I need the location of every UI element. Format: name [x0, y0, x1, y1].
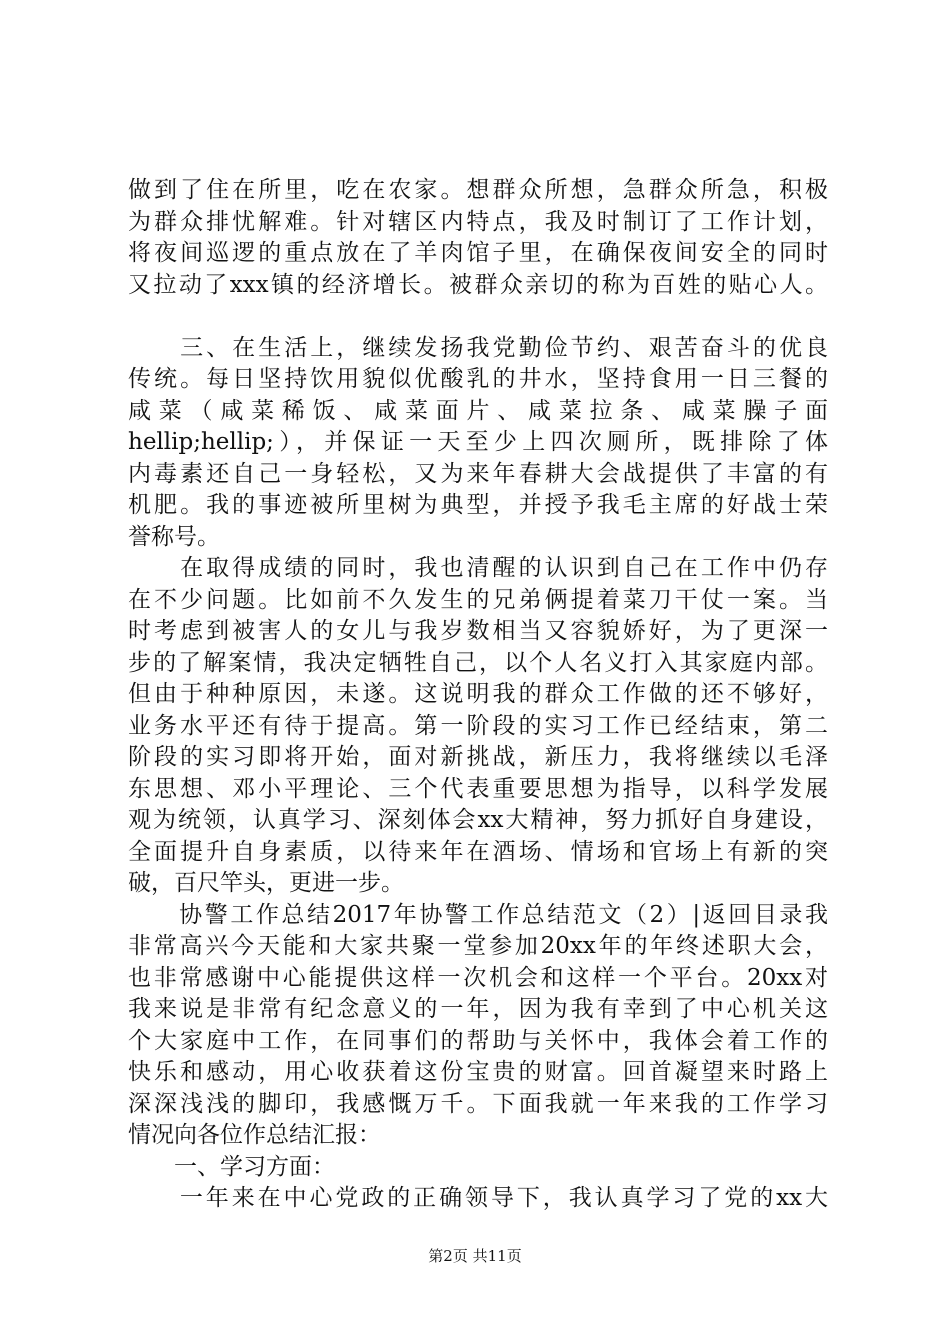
- page-number-label: 第2页 共11页: [428, 1247, 522, 1265]
- paragraph-5: [128, 1152, 828, 1184]
- text-line: 在不少问题。比如前不久发生的兄弟俩提着菜刀干仗一案。当: [128, 586, 828, 613]
- text-line: 传统。每日坚持饮用貌似优酸乳的井水，坚持食用一日三餐的: [128, 366, 828, 392]
- text-line: 非常高兴今天能和大家共聚一堂参加20xx年的年终述职大会，: [128, 933, 828, 959]
- document-body: [128, 175, 828, 1215]
- text-line: 协警工作总结2017年协警工作总结范文（2）|返回目录我: [128, 901, 828, 928]
- section-heading: 一、学习方面：: [128, 1153, 335, 1180]
- text-line: 但由于种种原因，未遂。这说明我的群众工作做的还不够好，: [128, 681, 828, 707]
- text-line: 誉称号。: [128, 523, 220, 550]
- text-line: 深深浅浅的脚印，我感慨万千。下面我就一年来我的工作学习: [128, 1090, 828, 1117]
- text-line: 东思想、邓小平理论、三个代表重要思想为指导，以科学发展: [128, 775, 828, 802]
- text-line: 在取得成绩的同时，我也清醒的认识到自己在工作中仍存: [128, 555, 828, 581]
- paragraph-3: [128, 553, 828, 900]
- text-line: 将夜间巡逻的重点放在了羊肉馆子里，在确保夜间安全的同时: [128, 240, 828, 266]
- text-line: 也非常感谢中心能提供这样一次机会和这样一个平台。20xx对: [128, 964, 828, 991]
- text-line: 步的了解案情，我决定牺牲自己，以个人名义打入其家庭内部。: [128, 649, 828, 676]
- text-line: 破，百尺竿头，更进一步。: [128, 870, 404, 896]
- text-line: 我来说是非常有纪念意义的一年，因为我有幸到了中心机关这: [128, 996, 828, 1022]
- paragraph-1: [128, 175, 828, 301]
- text-line: 情况向各位作总结汇报：: [128, 1122, 381, 1148]
- text-line: 咸菜（咸菜稀饭、咸菜面片、咸菜拉条、咸菜臊子面: [128, 397, 828, 424]
- text-line: hellip;hellip;），并保证一天至少上四次厕所，既排除了体: [128, 429, 828, 455]
- text-line: 业务水平还有待于提高。第一阶段的实习工作已经结束，第二: [128, 712, 828, 739]
- text-line: 快乐和感动，用心收获着这份宝贵的财富。回首凝望来时路上: [128, 1059, 828, 1085]
- paragraph-6: [128, 1183, 828, 1215]
- text-line: 做到了住在所里，吃在农家。想群众所想，急群众所急，积极: [128, 177, 828, 203]
- text-line: 一年来在中心党政的正确领导下，我认真学习了党的xx大: [128, 1185, 828, 1211]
- text-line: 又拉动了xxx镇的经济增长。被群众亲切的称为百姓的贴心人。: [128, 271, 828, 298]
- text-line: 为群众排忧解难。针对辖区内特点，我及时制订了工作计划，: [128, 208, 828, 235]
- text-line: 个大家庭中工作，在同事们的帮助与关怀中，我体会着工作的: [128, 1027, 828, 1054]
- page-footer: [0, 1246, 950, 1266]
- text-line: 阶段的实习即将开始，面对新挑战，新压力，我将继续以毛泽: [128, 744, 828, 770]
- paragraph-spacer: [128, 301, 828, 333]
- text-line: 观为统领，认真学习、深刻体会xx大精神，努力抓好自身建设，: [128, 807, 828, 833]
- text-line: 内毒素还自己一身轻松，又为来年春耕大会战提供了丰富的有: [128, 460, 828, 487]
- paragraph-2: [128, 333, 828, 554]
- text-line: 三、在生活上，继续发扬我党勤俭节约、艰苦奋斗的优良: [128, 334, 828, 361]
- paragraph-4: [128, 900, 828, 1152]
- text-line: 机肥。我的事迹被所里树为典型，并授予我毛主席的好战士荣: [128, 492, 828, 518]
- text-line: 全面提升自身素质，以待来年在酒场、情场和官场上有新的突: [128, 838, 828, 865]
- text-line: 时考虑到被害人的女儿与我岁数相当又容貌娇好，为了更深一: [128, 618, 828, 644]
